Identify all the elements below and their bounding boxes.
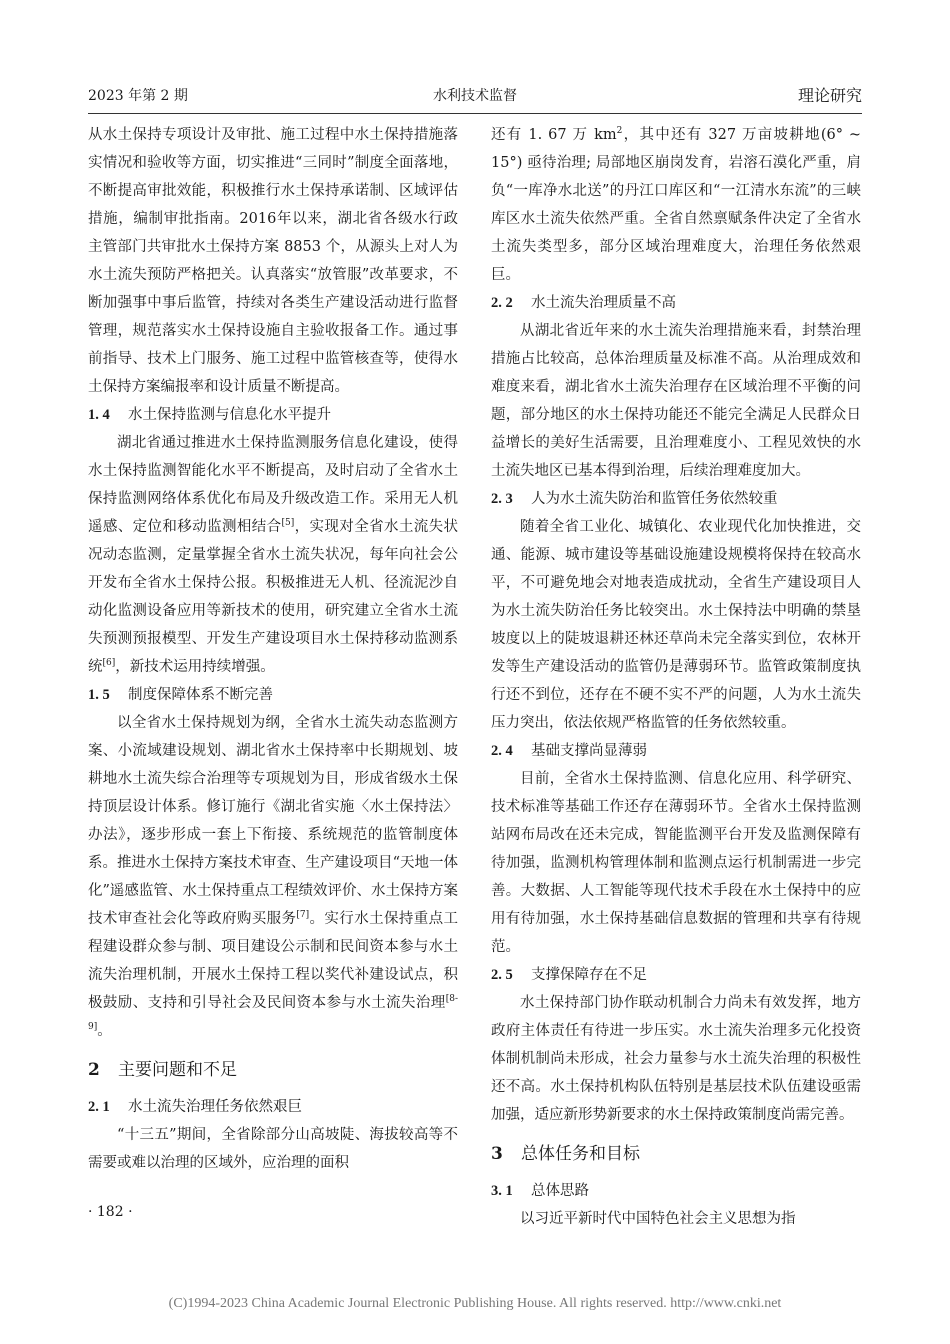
- heading-number: 2. 1: [88, 1099, 110, 1115]
- heading-number: 1. 4: [88, 407, 110, 423]
- heading-text: 基础支撑尚显薄弱: [531, 743, 647, 759]
- heading-text: 主要问题和不足: [118, 1060, 237, 1080]
- heading-text: 制度保障体系不断完善: [128, 687, 273, 703]
- heading-number: 3. 1: [491, 1183, 513, 1199]
- paragraph: “十三五”期间，全省除部分山高坡陡、海拔较高等不需要或难以治理的区域外，应治理的面积: [88, 1127, 458, 1171]
- text-run: 。: [97, 1023, 112, 1039]
- paragraph: [88, 709, 458, 1045]
- subsection-heading-1-5: [88, 681, 458, 709]
- left-column: [88, 121, 458, 1177]
- heading-number: 2. 4: [491, 743, 513, 759]
- right-column: [491, 121, 861, 1233]
- heading-text: 水土流失治理质量不高: [531, 295, 676, 311]
- text-run: 还有 1. 67 万 km: [491, 127, 617, 143]
- heading-text: 支撑保障存在不足: [531, 967, 647, 983]
- subsection-heading-2-2: [491, 289, 861, 317]
- text-run: 以全省水土保持规划为纲，全省水土流失动态监测方案、小流域建设规划、湖北省水土保持率中长期规划、坡耕地水土流失综合治理等专项规划为目，形成省级水土保持顶层设计体系。修订施行《湖北省实施〈水土保持法〉办法》，逐步形成一套上下衔接、系统规范的监管制度体系。推进水土保持方案技术审查、生产建设项目“天地一体化”遥感监管、水土保持重点工程绩效评价、水土保持方案技术审查社会化等政府购买服务: [88, 715, 458, 927]
- section-label: 理论研究: [797, 86, 862, 105]
- header-rule: [88, 113, 862, 114]
- section-heading-3: [491, 1139, 861, 1169]
- text-run: 。实行水土保持重点工程建设群众参与制、项目建设公示制和民间资本参与水土流失治理机制，开展水土保持工程以奖代补建设试点，积极鼓励、支持和引导社会及民间资本参与水土流失治理: [88, 911, 459, 1011]
- heading-number: 2. 3: [491, 491, 513, 507]
- citation-ref: [8-9]: [88, 994, 458, 1033]
- subsection-heading-1-4: [88, 401, 458, 429]
- paragraph: [491, 121, 861, 289]
- heading-text: 水土保持监测与信息化水平提升: [128, 407, 331, 423]
- section-heading-2: [88, 1055, 458, 1085]
- paragraph: 水土保持部门协作联动机制合力尚未有效发挥，地方政府主体责任有待进一步压实。水土流失治理多元化投资体制机制尚未形成，社会力量参与水土流失治理的积极性还不高。水土保持机构队伍特别是基层技术队伍建设亟需加强，适应新形势新要求的水土保持政策制度尚需完善。: [491, 995, 861, 1123]
- issue-label: 2023 年第 2 期: [88, 88, 188, 104]
- journal-title: 水利技术监督: [433, 88, 517, 104]
- paragraph: 从湖北省近年来的水土流失治理措施来看，封禁治理措施占比较高，总体治理质量及标准不高。从治理成效和难度来看，湖北省水土流失治理存在区域治理不平衡的问题，部分地区的水土保持功能还不能完全满足人民群众日益增长的美好生活需要，且治理难度小、工程见效快的水土流失地区已基本得到治理，后续治理难度加大。: [491, 323, 861, 479]
- paragraph: 随着全省工业化、城镇化、农业现代化加快推进，交通、能源、城市建设等基础设施建设规模将保持在较高水平，不可避免地会对地表造成扰动，全省生产建设项目人为水土流失防治任务比较突出。水土保持法中明确的禁垦坡度以上的陡坡退耕还林还草尚未完全落实到位，农林开发等生产建设活动的监管仍是薄弱环节。监管政策制度执行还不到位，还存在不硬不实不严的问题，人为水土流失压力突出，依法依规严格监管的任务依然较重。: [491, 519, 861, 731]
- paragraph: 以习近平新时代中国特色社会主义思想为指: [520, 1211, 796, 1227]
- subsection-heading-3-1: [491, 1177, 861, 1205]
- subsection-heading-2-5: [491, 961, 861, 989]
- copyright-footer: (C)1994-2023 China Academic Journal Electronic Publishing House. All rights reserved. http://www.cnki.net: [168, 1296, 782, 1311]
- citation-ref: [7]: [296, 910, 310, 921]
- heading-number: 1. 5: [88, 687, 110, 703]
- paragraph: 从水土保持专项设计及审批、施工过程中水土保持措施落实情况和验收等方面，切实推进“三同时”制度全面落地，不断提高审批效能，积极推行水土保持承诺制、区域评估措施，编制审批指南。2016年以来，湖北省各级水行政主管部门共审批水土保持方案 8853 个，从源头上对人为水土流失预防严格把关。认真落实“放管服”改革要求，不断加强事中事后监管，持续对各类生产建设活动进行监督管理，规范落实水土保持设施自主验收报备工作。通过事前指导、技术上门服务、施工过程中监管核查等，使得水土保持方案编报率和设计质量不断提高。: [88, 127, 458, 395]
- text-run: ，新技术运用持续增强。: [115, 659, 275, 675]
- text-run: ，其中还有 327 万亩坡耕地(6° ~ 15°) 亟待治理; 局部地区崩岗发育，岩溶石漠化严重，肩负“一库净水北送”的丹江口库区和“一江清水东流”的三峡库区水土流失依然严重。全省自然禀赋条件决定了全省水土流失类型多，部分区域治理难度大，治理任务依然艰巨。: [491, 127, 861, 283]
- heading-text: 水土流失治理任务依然艰巨: [128, 1099, 302, 1115]
- paragraph: 目前，全省水土保持监测、信息化应用、科学研究、技术标准等基础工作还存在薄弱环节。全省水土保持监测站网布局改在还未完成，智能监测平台开发及监测保障有待加强，监测机构管理体制和监测点运行机制需进一步完善。大数据、人工智能等现代技术手段在水土保持中的应用有待加强，水土保持基础信息数据的管理和共享有待规范。: [491, 771, 861, 955]
- subsection-heading-2-3: [491, 485, 861, 513]
- subsection-heading-2-4: [491, 737, 861, 765]
- heading-text: 总体思路: [531, 1183, 589, 1199]
- citation-ref: [6]: [102, 658, 116, 669]
- citation-ref: [5]: [281, 518, 295, 529]
- heading-text: 人为水土流失防治和监管任务依然较重: [531, 491, 778, 507]
- subsection-heading-2-1: [88, 1093, 458, 1121]
- running-header: [88, 84, 862, 112]
- paragraph: [88, 429, 458, 681]
- page-number: · 182 ·: [88, 1204, 133, 1220]
- heading-number: 2: [88, 1060, 100, 1080]
- heading-text: 总体任务和目标: [521, 1144, 640, 1164]
- superscript: 2: [616, 126, 623, 137]
- text-run: 湖北省通过推进水土保持监测服务信息化建设，使得水土保持监测智能化水平不断提高，及时启动了全省水土保持监测网络体系优化布局及升级改造工作。采用无人机遥感、定位和移动监测相结合: [88, 435, 458, 535]
- heading-number: 2. 5: [491, 967, 513, 983]
- heading-number: 2. 2: [491, 295, 513, 311]
- text-run: ，实现对全省水土流失状况动态监测，定量掌握全省水土流失状况，每年向社会公开发布全省水土保持公报。积极推进无人机、径流泥沙自动化监测设备应用等新技术的使用，研究建立全省水土流失预测预报模型、开发生产建设项目水土保持移动监测系统: [88, 519, 459, 675]
- heading-number: 3: [491, 1144, 503, 1164]
